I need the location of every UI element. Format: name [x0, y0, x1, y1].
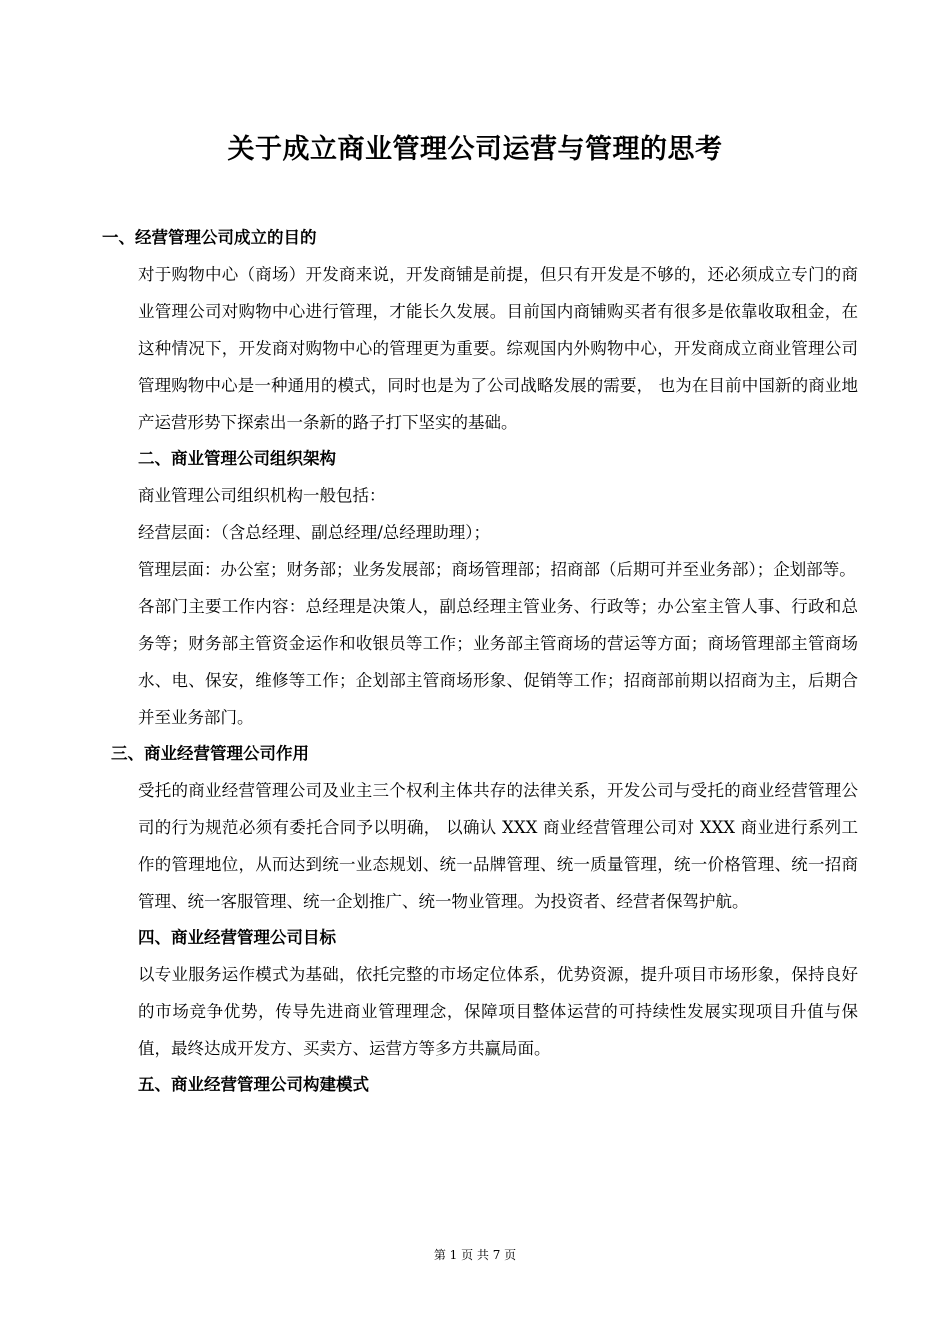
section-3-paragraph: 受托的商业经营管理公司及业主三个权利主体共存的法律关系，开发公司与受托的商业经营管理公司的行为规范必须有委托合同予以明确， 以确认 XXX 商业经营管理公司对 XXX 商业进行系列工作的管理地位，从而达到统一业态规划、统一品牌管理、统一质量管理，统一价格管理、统一招商管理、统一客服管理、统一企划推广、统一物业管理。为投资者、经营者保驾护航。	[138, 781, 858, 911]
section-heading-4: 四、商业经营管理公司目标	[138, 928, 336, 947]
section-heading-2: 二、商业管理公司组织架构	[138, 449, 336, 468]
section-2-line-3: 管理层面：办公室；财务部；业务发展部；商场管理部；招商部（后期可并至业务部）；企划部等。	[138, 560, 856, 579]
section-heading-3: 三、商业经营管理公司作用	[111, 744, 309, 763]
section-1-paragraph: 对于购物中心（商场）开发商来说，开发商铺是前提，但只有开发是不够的，还必须成立专门的商业管理公司对购物中心进行管理，才能长久发展。目前国内商铺购买者有很多是依靠收取租金，在这种情况下，开发商对购物中心的管理更为重要。综观国内外购物中心，开发商成立商业管理公司管理购物中心是一种通用的模式，同时也是为了公司战略发展的需要， 也为在目前中国新的商业地产运营形势下探索出一条新的路子打下坚实的基础。	[138, 265, 858, 432]
document-title: 关于成立商业管理公司运营与管理的思考	[227, 134, 723, 165]
section-4-paragraph: 以专业服务运作模式为基础，依托完整的市场定位体系，优势资源，提升项目市场形象，保持良好的市场竞争优势，传导先进商业管理理念，保障项目整体运营的可持续性发展实现项目升值与保值，最终达成开发方、买卖方、运营方等多方共赢局面。	[138, 965, 858, 1058]
section-2-line-1: 商业管理公司组织机构一般包括：	[138, 486, 386, 505]
section-2-line-4: 各部门主要工作内容：总经理是决策人，副总经理主管业务、行政等；办公室主管人事、行政和总务等；财务部主管资金运作和收银员等工作；业务部主管商场的营运等方面；商场管理部主管商场水、电、保安，维修等工作；企划部主管商场形象、促销等工作；招商部前期以招商为主，后期合并至业务部门。	[138, 597, 858, 727]
document-body	[102, 220, 858, 1103]
section-heading-1: 一、经营管理公司成立的目的	[102, 228, 317, 247]
page-footer: 第 1 页 共 7 页	[433, 1248, 517, 1262]
section-2-line-2: 经营层面：（含总经理、副总经理/总经理助理）；	[138, 523, 491, 542]
section-heading-5: 五、商业经营管理公司构建模式	[138, 1075, 369, 1094]
